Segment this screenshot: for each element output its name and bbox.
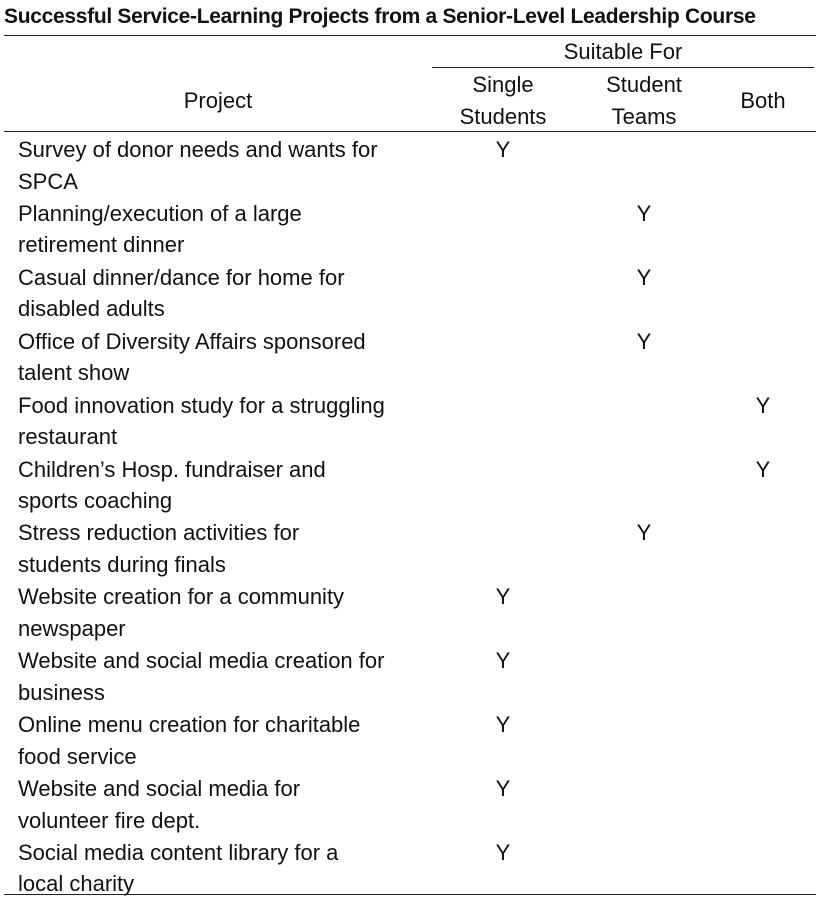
- project-name-line: Stress reduction activities for: [18, 520, 300, 546]
- bottom-rule: [4, 894, 816, 895]
- mark-teams: Y: [636, 520, 652, 546]
- project-name-line: Office of Diversity Affairs sponsored: [18, 328, 366, 354]
- mark-single: Y: [495, 712, 511, 738]
- mark-single: Y: [495, 584, 511, 610]
- project-name-line: retirement dinner: [18, 232, 185, 258]
- mark-single: Y: [495, 776, 511, 801]
- mark-teams: Y: [636, 264, 652, 290]
- project-name-line: restaurant: [18, 424, 118, 450]
- project-name-line: newspaper: [18, 615, 126, 641]
- mark-both: Y: [755, 392, 771, 418]
- mark-single: Y: [495, 137, 511, 162]
- project-name-line: Website and social media for: [18, 776, 301, 801]
- header-rule: [4, 131, 816, 132]
- project-name-line: volunteer fire dept.: [18, 807, 201, 833]
- project-name-line: food service: [18, 743, 137, 769]
- header-student-teams-line1: Student: [606, 72, 682, 97]
- header-suitable-for: Suitable For: [563, 39, 683, 64]
- project-name-line: Casual dinner/dance for home for: [18, 264, 345, 290]
- header-both: Both: [740, 88, 786, 113]
- project-name-line: business: [18, 679, 105, 705]
- project-name-line: Website creation for a community: [18, 584, 345, 610]
- project-name-line: Social media content library for a: [18, 839, 339, 865]
- mark-both: Y: [755, 456, 771, 482]
- project-name-line: Survey of donor needs and wants for: [18, 137, 378, 162]
- project-name-line: Children’s Hosp. fundraiser and: [18, 456, 326, 482]
- project-name-line: local charity: [18, 871, 135, 897]
- mark-single: Y: [495, 648, 511, 674]
- header-single-students-line1: Single: [472, 72, 534, 97]
- project-name-line: disabled adults: [18, 296, 165, 322]
- project-name-line: Food innovation study for a struggling: [18, 392, 385, 418]
- project-name-line: sports coaching: [18, 488, 173, 513]
- header-single-students-line2: Students: [459, 104, 547, 129]
- project-name-line: talent show: [18, 360, 130, 386]
- group-rule: [432, 67, 814, 68]
- project-name-line: Planning/execution of a large: [18, 200, 302, 226]
- mark-teams: Y: [636, 200, 652, 226]
- project-name-line: Online menu creation for charitable: [18, 712, 361, 738]
- mark-single: Y: [495, 839, 511, 865]
- header-student-teams-line2: Teams: [611, 104, 677, 129]
- project-name-line: Website and social media creation for: [18, 648, 385, 674]
- table-title: Successful Service-Learning Projects from a Senior-Level Leadership Course: [4, 5, 756, 28]
- project-name-line: students during finals: [18, 551, 226, 577]
- mark-teams: Y: [636, 328, 652, 354]
- header-project: Project: [183, 88, 253, 113]
- project-name-line: SPCA: [18, 168, 78, 194]
